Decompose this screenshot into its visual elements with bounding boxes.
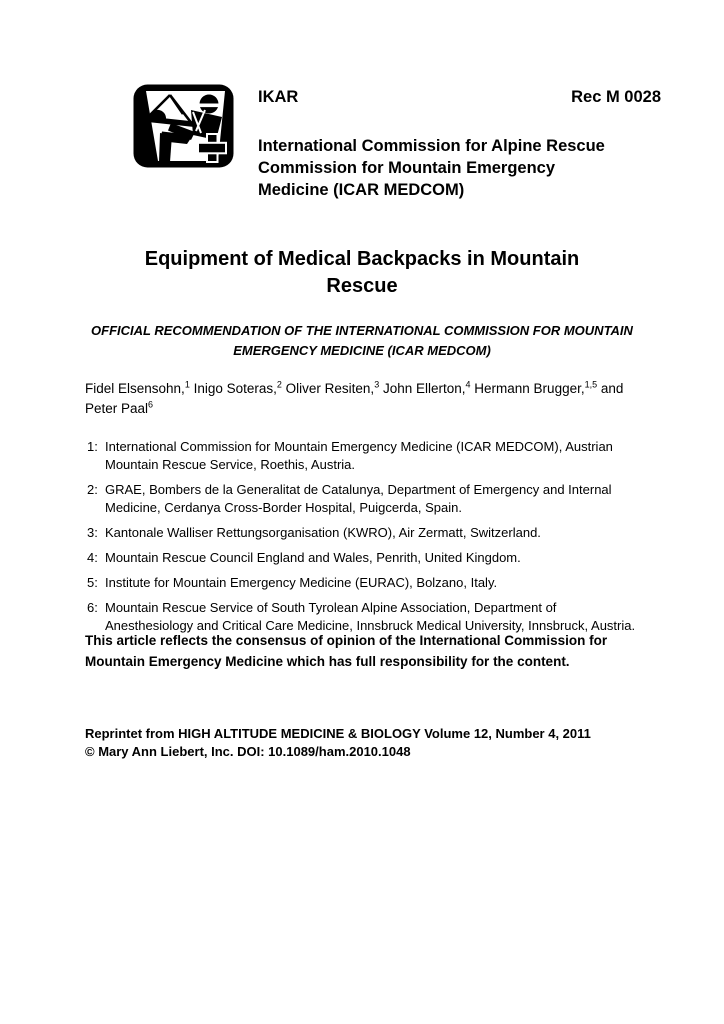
affiliation-number: 5: — [87, 575, 98, 590]
recommendation-number: Rec M 0028 — [571, 88, 661, 106]
affiliation-number: 6: — [87, 600, 98, 615]
affiliation-text: Kantonale Walliser Rettungsorganisation (KWRO), Air Zermatt, Switzerland. — [105, 525, 541, 540]
affiliation-number: 3: — [87, 525, 98, 540]
author-affiliation-ref: 1,5 — [584, 379, 598, 390]
affiliation-item — [87, 438, 649, 474]
author-line — [85, 379, 645, 419]
affiliation-text: Institute for Mountain Emergency Medicine (EURAC), Bolzano, Italy. — [105, 575, 498, 590]
document-header — [133, 84, 661, 201]
official-recommendation-subtitle: OFFICIAL RECOMMENDATION OF THE INTERNATIONAL COMMISSION FOR MOUNTAIN EMERGENCY MEDICINE (ICAR MEDCOM) — [91, 323, 633, 358]
copyright-doi-line: © Mary Ann Liebert, Inc. DOI: 10.1089/ham.2010.1048 — [85, 744, 411, 759]
header-top-row — [258, 87, 661, 107]
author-name: John Ellerton, — [379, 381, 466, 396]
affiliation-item — [87, 524, 649, 542]
ikar-mountain-rescue-logo-icon — [133, 84, 234, 168]
author-affiliation-ref: 3 — [374, 379, 380, 390]
author-name: Hermann Brugger, — [470, 381, 585, 396]
affiliation-text: International Commission for Mountain Emergency Medicine (ICAR MEDCOM), Austrian Mountain Rescue Service, Roethis, Austria. — [105, 439, 613, 472]
org-line-3: Medicine (ICAR MEDCOM) — [258, 181, 465, 199]
author-name: Inigo Soteras, — [189, 381, 277, 396]
affiliation-number: 4: — [87, 550, 98, 565]
author-affiliation-ref: 4 — [465, 379, 471, 390]
affiliation-text: Mountain Rescue Service of South Tyrolean Alpine Association, Department of Anesthesiology and Critical Care Medicine, Innsbruck Medical University, Innsbruck, Austria. — [105, 600, 636, 633]
reprint-notice — [85, 725, 645, 761]
consensus-statement: This article reflects the consensus of opinion of the International Commission for Mountain Emergency Medicine which has full responsibility for the content. — [85, 633, 608, 669]
subtitle-block — [0, 321, 724, 361]
header-text-block — [258, 84, 661, 201]
author-affiliation-ref: 1 — [184, 379, 190, 390]
reprint-source-line: Reprintet from HIGH ALTITUDE MEDICINE & BIOLOGY Volume 12, Number 4, 2011 — [85, 726, 591, 741]
affiliation-text: GRAE, Bombers de la Generalitat de Catalunya, Department of Emergency and Internal Medicine, Cerdanya Cross-Border Hospital, Puigcerda, Spain. — [105, 482, 612, 515]
affiliation-text: Mountain Rescue Council England and Wales, Penrith, United Kingdom. — [105, 550, 521, 565]
affiliation-number: 1: — [87, 439, 98, 454]
org-abbreviation: IKAR — [258, 88, 299, 106]
author-name: Fidel Elsensohn, — [85, 381, 185, 396]
affiliation-number: 2: — [87, 482, 98, 497]
author-affiliation-ref: 6 — [148, 399, 154, 410]
author-name: Oliver Resiten, — [281, 381, 375, 396]
affiliation-list — [87, 438, 649, 642]
org-line-1: International Commission for Alpine Rescue — [258, 137, 605, 155]
org-line-2: Commission for Mountain Emergency — [258, 159, 556, 177]
ikar-logo-graphic — [133, 84, 234, 168]
page-title: Equipment of Medical Backpacks in Mountain Rescue — [144, 248, 580, 297]
affiliation-item — [87, 574, 649, 592]
affiliation-item — [87, 549, 649, 567]
affiliation-item — [87, 481, 649, 517]
title-block — [0, 246, 724, 300]
organization-name-lines — [258, 135, 661, 201]
author-name: and Peter Paal — [85, 381, 624, 416]
author-affiliation-ref: 2 — [276, 379, 282, 390]
